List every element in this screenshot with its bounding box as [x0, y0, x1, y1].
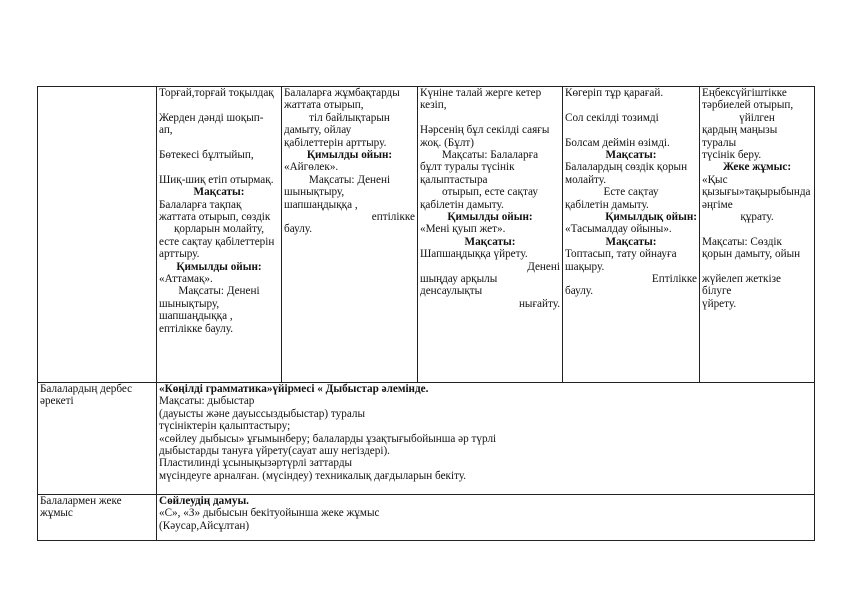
text-line: қалыптастыра — [420, 173, 488, 186]
row-label-text: Балалармен жеке жұмыс — [40, 495, 125, 520]
text-line: түсінік беру. — [702, 149, 762, 162]
text-line: Мақсаты: — [464, 235, 516, 248]
table-row-independent-activity — [38, 383, 815, 495]
text-line: кезіп, — [420, 99, 447, 112]
text-line: «Аттамақ». — [159, 273, 213, 286]
text-line: әңгіме — [702, 198, 733, 211]
row-label-empty — [38, 87, 157, 383]
text-line — [159, 137, 279, 149]
activity-cell-2 — [282, 87, 418, 383]
text-line: Нәрсенің бұл секілді саяғы — [420, 124, 550, 137]
text-line — [565, 124, 697, 136]
text-line: отырып, есте сақтау — [442, 186, 538, 199]
text-line: «сөйлеу дыбысы» ұғымынберу; балаларды ұзақтығыбойынша әр түрлі — [159, 432, 497, 445]
text-line: Қимылды ойын: — [176, 260, 262, 273]
text-line: шынықтыру, — [159, 297, 220, 310]
text-line: дыбыстарды тануға үйрету(сауат ашу негіздері). — [159, 445, 390, 458]
text-line — [702, 261, 812, 273]
text-line: жаттата отырып, сөздік — [159, 211, 271, 224]
text-line: Есте сақтау — [603, 186, 659, 199]
text-line: арттыру. — [159, 248, 200, 261]
text-line: қызығы»тақырыбында — [702, 186, 811, 199]
text-line: Мақсаты: дыбыстар — [159, 395, 255, 408]
text-line: Мақсаты: Денені — [178, 285, 260, 298]
text-line: денсаулықты — [420, 285, 483, 298]
text-line: дамыту, ойлау — [284, 124, 352, 137]
independent-activity-content — [157, 383, 815, 495]
text-line: Балалардың сөздік қорын — [565, 161, 688, 174]
text-line: мүсіндеуге арналған. (мүсіндеу) техникалық дағдыларын бекіту. — [159, 469, 467, 482]
text-line: ептілікке — [371, 211, 415, 224]
text-line: Сөйлеудің дамуы. — [159, 495, 249, 507]
text-line — [565, 99, 697, 111]
text-line: Торғай,торғай тоқылдақ — [159, 87, 274, 99]
text-line: шапшаңдыққа , — [159, 310, 233, 323]
text-line: тәрбиелей отырып, — [702, 99, 794, 112]
text-line: «Көңілді грамматика»үйірмесі « Дыбыстар әлемінде. — [159, 383, 429, 395]
text-line: қабілеттерін арттыру. — [284, 136, 387, 149]
text-line: үйілген — [739, 111, 775, 124]
text-line: Қимылды ойын: — [447, 211, 533, 224]
text-line: Мақсаты: Балаларға — [441, 149, 539, 162]
text-line: Күніне талай жерге кетер — [420, 87, 542, 99]
activity-cell-5 — [700, 87, 815, 383]
text-line: шыңдау арқылы — [420, 273, 498, 286]
text-line: (Кәусар,Айсұлтан) — [159, 519, 250, 532]
row-label-independent-activity — [38, 383, 157, 495]
text-line: қабілетін дамыту. — [565, 198, 649, 211]
text-line: құрату. — [740, 211, 774, 224]
text-line: шақыру. — [565, 260, 605, 273]
text-line: Шапшаңдыққа үйрету. — [420, 248, 528, 261]
text-line: (дауысты және дауыссыздыбыстар) туралы — [159, 407, 365, 420]
text-line: жүйелеп жеткізе білуге — [702, 273, 784, 298]
activity-cell-4 — [563, 87, 700, 383]
individual-work-content — [157, 495, 815, 541]
text-line: Балаларға тақпақ — [159, 198, 242, 211]
text-line: Мақсаты: — [193, 186, 245, 199]
text-line: Мақсаты: — [605, 149, 657, 161]
text-line: ап, — [159, 124, 173, 137]
text-line: жаттата отырып, — [284, 99, 364, 112]
text-line: қардың маңызы туралы — [702, 124, 781, 149]
text-line: Көгеріп тұр қарағай. — [565, 87, 664, 99]
text-line: шынықтыру, — [284, 186, 345, 199]
text-line: Шиқ-шиқ етіп отырмақ. — [159, 173, 274, 186]
text-line: Жеке жұмыс: — [722, 161, 792, 174]
text-line: Жерден дәнді шоқып- — [159, 111, 264, 124]
table-row-individual-work — [38, 495, 815, 541]
text-line — [702, 223, 812, 235]
text-line: қорларын молайту, — [174, 223, 264, 236]
text-line: Денені — [527, 260, 560, 273]
text-line: Бөтекесі бұлтыйып, — [159, 149, 254, 161]
row-label-individual-work — [38, 495, 157, 541]
text-line: түсініктерін қалыптастыру; — [159, 420, 291, 433]
text-line: қабілетін дамыту. — [420, 198, 504, 211]
text-line: Мақсаты: Денені — [308, 173, 391, 186]
text-line: үйрету. — [702, 297, 737, 310]
text-line: баулу. — [284, 223, 313, 236]
text-line: есте сақтау қабілеттерін — [159, 235, 275, 248]
text-line: ептілікке баулу. — [159, 322, 234, 335]
text-line: Қимылды ойын: — [306, 149, 393, 162]
activity-cell-3 — [418, 87, 563, 383]
text-line: Балаларға жұмбақтарды — [284, 87, 400, 99]
text-line: Сол секілді тозимді — [565, 111, 659, 124]
text-line: молайту. — [565, 173, 607, 186]
text-line: Қимылдық ойын: — [605, 211, 697, 224]
text-line: нығайту. — [518, 297, 560, 310]
text-line: «Қыс — [702, 173, 728, 186]
text-line: тіл байлықтарын — [309, 111, 390, 124]
text-line: «Тасымалдау ойыны». — [565, 223, 672, 236]
text-line: Мақсаты: — [605, 235, 657, 248]
text-line: «С», «З» дыбысын бекітуойынша жеке жұмыс — [159, 507, 380, 520]
text-line: Топтасып, тату ойнауға — [565, 248, 677, 261]
text-line: Ептілікке — [651, 273, 697, 286]
text-line: бұлт туралы түсінік — [420, 161, 515, 174]
text-line: Болсам деймін өзімді. — [565, 136, 670, 149]
text-line: жоқ. (Бұлт) — [420, 136, 475, 149]
text-line: Пластилинді ұсынықызәртүрлі заттарды — [159, 457, 353, 470]
text-line: «Айгөлек». — [284, 161, 339, 174]
text-line — [420, 112, 560, 124]
text-line: шапшаңдыққа , — [284, 198, 358, 211]
text-line: «Мені қуып жет». — [420, 223, 506, 236]
activity-cell-1 — [157, 87, 282, 383]
text-line: қорын дамыту, ойын — [702, 248, 801, 261]
table-row-activities — [38, 87, 815, 383]
text-line: Еңбексүйгіштікке — [702, 87, 787, 99]
text-line — [159, 99, 279, 111]
row-label-text: Балалардың дербес әрекеті — [40, 383, 135, 408]
text-line — [159, 161, 279, 173]
text-line: Мақсаты: Сөздік — [702, 235, 782, 248]
text-line: баулу. — [565, 285, 594, 298]
schedule-table — [37, 86, 815, 541]
